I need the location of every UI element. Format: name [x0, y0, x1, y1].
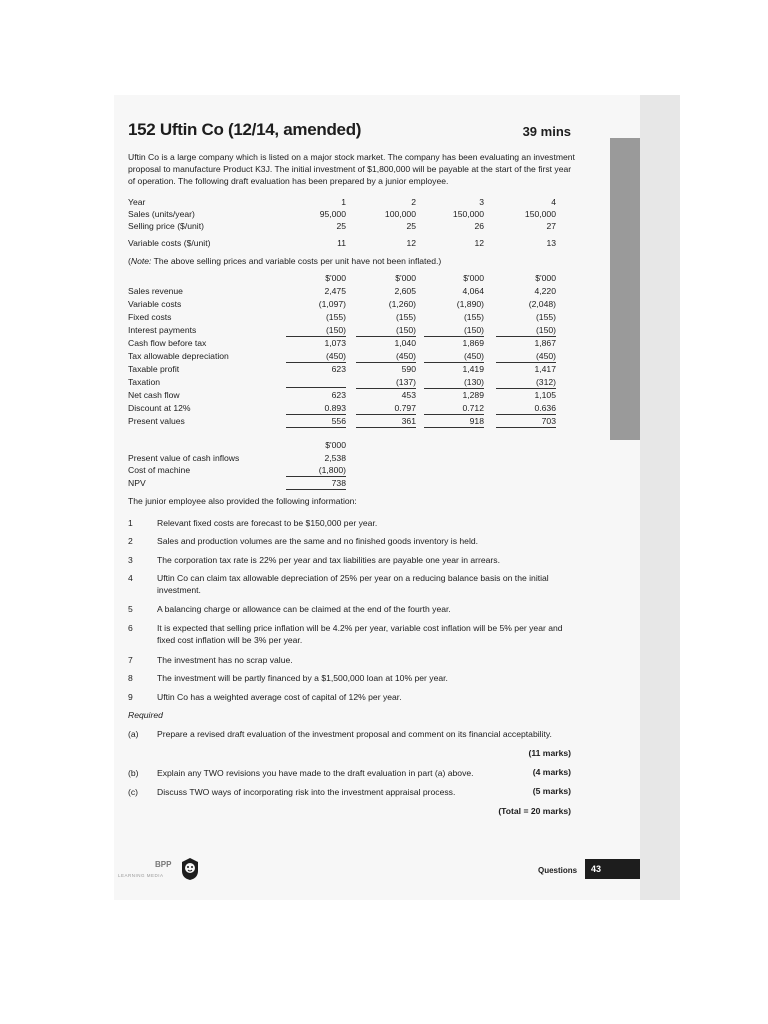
- cell: 4,220: [534, 286, 556, 296]
- cell: (150): [286, 324, 346, 337]
- cell: 1,869: [462, 338, 484, 348]
- part-text: Explain any TWO revisions you have made to the draft evaluation in part (a) above.: [157, 768, 474, 778]
- cell: (137): [356, 376, 416, 389]
- item-number: 9: [128, 692, 133, 702]
- cell: $'000: [395, 273, 416, 283]
- cell: 556: [286, 415, 346, 428]
- cell: 150,000: [524, 209, 556, 219]
- cell: 12: [474, 238, 484, 248]
- cell: 623: [331, 364, 346, 374]
- cell: (155): [535, 312, 556, 322]
- item-text: Relevant fixed costs are forecast to be $150,000 per year.: [157, 518, 378, 528]
- item-text: It is expected that selling price inflation will be 4.2% per year, variable cost inflation will be 5% per year and fixed cost inflation will be 3% per year.: [157, 623, 563, 645]
- cell: 27: [546, 221, 556, 231]
- cell: 25: [336, 221, 346, 231]
- row-label: Net cash flow: [128, 390, 180, 400]
- part-label: (a): [128, 729, 139, 739]
- row-label: Sales (units/year): [128, 209, 195, 219]
- cell: (312): [496, 376, 556, 389]
- cell: 2,475: [324, 286, 346, 296]
- cell: 2: [411, 197, 416, 207]
- part-text: Prepare a revised draft evaluation of the investment proposal and comment on its financial acceptability.: [157, 729, 552, 739]
- cell: 11: [337, 238, 346, 248]
- cell: (450): [424, 350, 484, 363]
- cell: 1: [341, 197, 346, 207]
- cell: (155): [395, 312, 416, 322]
- row-label: Variable costs ($/unit): [128, 238, 211, 248]
- cell: 0.712: [424, 402, 484, 415]
- cell: 1,073: [324, 338, 346, 348]
- cell: 100,000: [384, 209, 416, 219]
- cell: (450): [356, 350, 416, 363]
- cell: 1,867: [534, 338, 556, 348]
- cell: $'000: [535, 273, 556, 283]
- right-margin: [640, 95, 680, 900]
- section-tab: [610, 138, 640, 440]
- cell: 1,105: [534, 390, 556, 400]
- item-number: 8: [128, 673, 133, 683]
- cell: (130): [424, 376, 484, 389]
- part-text: Discuss TWO ways of incorporating risk into the investment appraisal process.: [157, 787, 456, 797]
- row-label: Variable costs: [128, 299, 182, 309]
- cell: 0.636: [496, 402, 556, 415]
- cell: 4,064: [462, 286, 484, 296]
- note-open: (: [128, 256, 131, 266]
- info-heading: The junior employee also provided the following information:: [128, 496, 357, 506]
- cell: (2,048): [528, 299, 556, 309]
- cell: 590: [401, 364, 416, 374]
- time-allowance: 39 mins: [522, 124, 571, 139]
- row-label: Interest payments: [128, 325, 197, 335]
- item-number: 5: [128, 604, 133, 614]
- item-number: 2: [128, 536, 133, 546]
- intro-paragraph: Uftin Co is a large company which is listed on a major stock market. The company has been evaluating an investment proposal to manufacture Product K3J. The initial investment of $1,800,000 will be payable at the start of the first year of operation. The following draft evaluation has been prepared by a junior employee.: [128, 152, 575, 186]
- inflation-note: [128, 256, 441, 266]
- cell: 4: [551, 197, 556, 207]
- item-number: 6: [128, 623, 133, 633]
- item-text: Sales and production volumes are the same and no finished goods inventory is held.: [157, 536, 479, 546]
- cell: 453: [401, 390, 416, 400]
- cell: 2,605: [394, 286, 416, 296]
- cell: (155): [325, 312, 346, 322]
- cell: (1,097): [318, 299, 346, 309]
- cell: (155): [463, 312, 484, 322]
- item-text: The corporation tax rate is 22% per year and tax liabilities are payable one year in arrears.: [157, 555, 500, 565]
- cell: (1,890): [456, 299, 484, 309]
- cell: 95,000: [319, 209, 346, 219]
- part-label: (b): [128, 768, 139, 778]
- cell: 12: [406, 238, 416, 248]
- cell: 2,538: [324, 453, 346, 463]
- item-text: The investment will be partly financed by a $1,500,000 loan at 10% per year.: [157, 673, 448, 683]
- page-number: 43: [585, 859, 640, 879]
- item-number: 3: [128, 555, 133, 565]
- row-label: NPV: [128, 478, 146, 488]
- row-label: Sales revenue: [128, 286, 183, 296]
- row-label: Year: [128, 197, 146, 207]
- marks-label: (4 marks): [532, 767, 571, 777]
- item-text: Uftin Co can claim tax allowable depreciation of 25% per year on a reducing balance basis on the initial investment.: [157, 573, 549, 595]
- cell: (1,800): [286, 464, 346, 477]
- row-label: Taxable profit: [128, 364, 180, 374]
- cell: 0.797: [356, 402, 416, 415]
- cell: (150): [496, 324, 556, 337]
- item-number: 4: [128, 573, 133, 583]
- item-text: The investment has no scrap value.: [157, 655, 293, 665]
- row-label: Cost of machine: [128, 465, 191, 475]
- item-text: Uftin Co has a weighted average cost of capital of 12% per year.: [157, 692, 402, 702]
- cell: [286, 376, 346, 388]
- cell: $'000: [325, 440, 346, 450]
- row-label: Present values: [128, 416, 185, 426]
- row-label: Tax allowable depreciation: [128, 351, 229, 361]
- cell: 918: [424, 415, 484, 428]
- row-label: Present value of cash inflows: [128, 453, 240, 463]
- cell: $'000: [463, 273, 484, 283]
- lion-logo-icon: [180, 857, 200, 881]
- part-label: (c): [128, 787, 139, 797]
- cell: 0.893: [286, 402, 346, 415]
- item-number: 7: [128, 655, 133, 665]
- cell: 623: [331, 390, 346, 400]
- cell: 25: [406, 221, 416, 231]
- cell: 13: [546, 238, 556, 248]
- total-marks: (Total = 20 marks): [498, 806, 571, 816]
- row-label: Taxation: [128, 377, 161, 387]
- cell: 26: [474, 221, 484, 231]
- cell: 3: [479, 197, 484, 207]
- cell: $'000: [325, 273, 346, 283]
- cell: 1,289: [462, 390, 484, 400]
- section-label: Questions: [538, 866, 578, 875]
- question-title: 152 Uftin Co (12/14, amended): [128, 120, 362, 139]
- cell: 1,419: [462, 364, 484, 374]
- marks-label: (5 marks): [532, 786, 571, 796]
- cell: (450): [286, 350, 346, 363]
- item-number: 1: [128, 518, 133, 528]
- marks-label: (11 marks): [528, 748, 571, 758]
- required-heading: Required: [128, 710, 163, 720]
- row-label: Selling price ($/unit): [128, 221, 204, 231]
- cell: (150): [424, 324, 484, 337]
- brand-name: BPP: [155, 860, 172, 869]
- note-text: The above selling prices and variable costs per unit have not been inflated.): [153, 256, 442, 266]
- cell: (1,260): [388, 299, 416, 309]
- cell: 1,040: [394, 338, 416, 348]
- cell: 703: [496, 415, 556, 428]
- row-label: Cash flow before tax: [128, 338, 207, 348]
- cell: 1,417: [534, 364, 556, 374]
- cell: 150,000: [452, 209, 484, 219]
- cell: 361: [356, 415, 416, 428]
- brand-subtitle: LEARNING MEDIA: [118, 873, 164, 878]
- row-label: Discount at 12%: [128, 403, 191, 413]
- item-text: A balancing charge or allowance can be claimed at the end of the fourth year.: [157, 604, 451, 614]
- row-label: Fixed costs: [128, 312, 172, 322]
- cell: (450): [496, 350, 556, 363]
- cell: (150): [356, 324, 416, 337]
- cell: 738: [286, 477, 346, 490]
- note-prefix: Note:: [130, 256, 152, 266]
